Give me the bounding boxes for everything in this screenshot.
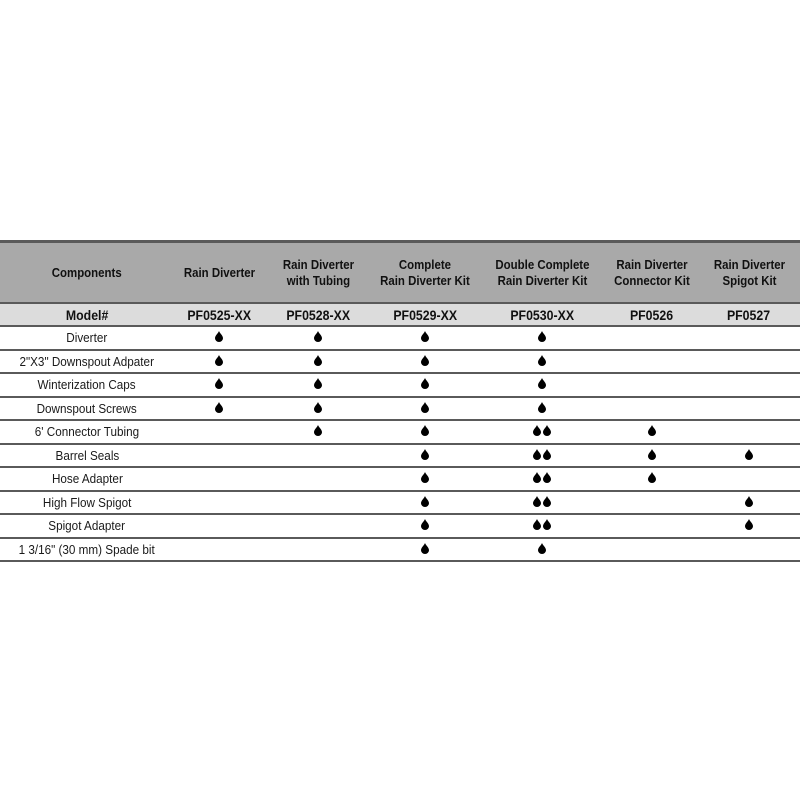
component-name: 2"X3" Downspout Adpater [19,353,155,369]
water-drop-icon [538,402,546,413]
water-drop-icon [421,519,429,530]
inclusion-cell [372,350,478,374]
component-row [0,326,800,350]
inclusion-cell [372,467,478,491]
header-line: Rain Diverter Kit [380,272,470,288]
water-drop-icon [538,355,546,366]
inclusion-marks [420,402,430,413]
column-header-label [495,257,589,289]
inclusion-cell [698,514,800,538]
inclusion-cell [372,538,478,562]
inclusion-cell [372,444,478,468]
inclusion-marks [313,402,323,413]
inclusion-cell [698,467,800,491]
inclusion-cell [174,514,264,538]
inclusion-cell [264,514,372,538]
inclusion-cell [698,538,800,562]
kit-comparison-table [0,240,800,562]
inclusion-marks [214,331,224,342]
water-drop-icon [538,543,546,554]
inclusion-cell [174,350,264,374]
component-row [0,420,800,444]
header-line: Complete [398,256,452,272]
model-number [372,303,478,326]
inclusion-cell [372,420,478,444]
component-name-cell [0,514,174,538]
inclusion-marks [313,425,323,436]
inclusion-cell [478,444,606,468]
inclusion-cell [478,538,606,562]
model-text: Model# [65,306,109,323]
inclusion-cell [606,373,698,397]
inclusion-cell [372,514,478,538]
water-drop-icon [543,425,551,436]
inclusion-marks [420,449,430,460]
water-drop-icon [533,519,541,530]
model-text: PF0528-XX [286,306,350,323]
inclusion-cell [698,326,800,350]
component-name: Hose Adapter [51,471,123,487]
water-drop-icon [533,496,541,507]
inclusion-cell [698,350,800,374]
water-drop-icon [538,331,546,342]
water-drop-icon [543,472,551,483]
column-header-label [282,257,353,289]
inclusion-marks [214,378,224,389]
water-drop-icon [421,355,429,366]
water-drop-icon [421,402,429,413]
component-row [0,397,800,421]
model-number [264,303,372,326]
model-text: PF0525-XX [187,306,251,323]
header-line: with Tubing [286,272,350,288]
inclusion-marks [313,355,323,366]
model-number [698,303,800,326]
header-line: Rain Diverter Kit [497,272,587,288]
water-drop-icon [745,519,753,530]
component-row [0,491,800,515]
water-drop-icon [421,378,429,389]
inclusion-marks [537,402,547,413]
column-header-product [174,242,264,304]
model-text: PF0527 [727,306,771,323]
inclusion-cell [174,373,264,397]
water-drop-icon [215,402,223,413]
column-header-product [698,242,800,304]
water-drop-icon [421,331,429,342]
inclusion-marks [420,519,430,530]
component-row [0,350,800,374]
component-name-cell [0,397,174,421]
inclusion-cell [606,397,698,421]
inclusion-marks [744,519,754,530]
component-row [0,373,800,397]
component-name-cell [0,444,174,468]
water-drop-icon [543,519,551,530]
inclusion-marks [420,496,430,507]
inclusion-cell [264,538,372,562]
component-row [0,514,800,538]
column-header-label [614,257,690,289]
model-text: PF0526 [630,306,674,323]
inclusion-cell [478,491,606,515]
inclusion-marks [744,449,754,460]
inclusion-marks [532,472,552,483]
water-drop-icon [421,449,429,460]
header-line: Components [52,264,122,280]
water-drop-icon [533,425,541,436]
inclusion-marks [532,425,552,436]
water-drop-icon [314,425,322,436]
inclusion-cell [264,420,372,444]
inclusion-marks [313,331,323,342]
model-text: PF0530-XX [510,306,574,323]
component-name: 6' Connector Tubing [34,424,140,440]
water-drop-icon [421,496,429,507]
component-name-cell [0,491,174,515]
component-name-cell [0,467,174,491]
inclusion-cell [606,491,698,515]
water-drop-icon [421,472,429,483]
inclusion-cell [372,326,478,350]
header-line: Rain Diverter [713,256,785,272]
inclusion-cell [372,397,478,421]
inclusion-cell [264,444,372,468]
inclusion-marks [647,472,657,483]
inclusion-cell [174,467,264,491]
column-header-product [478,242,606,304]
inclusion-marks [647,425,657,436]
component-name: High Flow Spigot [42,494,132,510]
water-drop-icon [538,378,546,389]
inclusion-cell [698,420,800,444]
header-line: Connector Kit [614,272,690,288]
inclusion-marks [537,355,547,366]
component-name: 1 3/16" (30 mm) Spade bit [18,541,156,557]
component-name: Spigot Adapter [48,518,126,534]
inclusion-cell [264,467,372,491]
header-row [0,242,800,304]
inclusion-cell [174,420,264,444]
inclusion-cell [264,397,372,421]
component-row [0,538,800,562]
header-line: Rain Diverter [282,256,354,272]
inclusion-marks [313,378,323,389]
component-row [0,467,800,491]
water-drop-icon [533,449,541,460]
inclusion-marks [744,496,754,507]
comparison-table-wrapper [0,240,800,562]
inclusion-marks [532,496,552,507]
model-number [174,303,264,326]
inclusion-marks [647,449,657,460]
column-header-label [713,257,784,289]
inclusion-cell [698,397,800,421]
inclusion-cell [372,373,478,397]
inclusion-cell [698,444,800,468]
inclusion-cell [478,326,606,350]
inclusion-marks [214,355,224,366]
inclusion-cell [606,467,698,491]
inclusion-cell [698,373,800,397]
model-number [478,303,606,326]
water-drop-icon [745,449,753,460]
inclusion-cell [478,420,606,444]
model-number-row [0,303,800,326]
column-header-product [606,242,698,304]
inclusion-cell [478,350,606,374]
water-drop-icon [314,402,322,413]
inclusion-cell [606,420,698,444]
inclusion-marks [420,355,430,366]
inclusion-cell [606,444,698,468]
water-drop-icon [648,449,656,460]
inclusion-cell [372,491,478,515]
inclusion-cell [264,326,372,350]
inclusion-marks [532,449,552,460]
component-name-cell [0,420,174,444]
water-drop-icon [215,331,223,342]
water-drop-icon [421,543,429,554]
component-name-cell [0,326,174,350]
column-header-components [0,242,174,304]
water-drop-icon [648,472,656,483]
inclusion-cell [606,350,698,374]
header-line: Double Complete [494,256,590,272]
inclusion-cell [698,491,800,515]
inclusion-cell [264,373,372,397]
header-line: Rain Diverter [183,264,255,280]
component-name: Barrel Seals [55,447,119,463]
component-name: Winterization Caps [37,377,137,393]
water-drop-icon [745,496,753,507]
header-line: Rain Diverter [616,256,688,272]
inclusion-cell [174,538,264,562]
inclusion-cell [174,444,264,468]
inclusion-cell [478,467,606,491]
column-header-label [380,257,470,289]
model-text: PF0529-XX [393,306,457,323]
inclusion-cell [478,397,606,421]
inclusion-cell [174,491,264,515]
inclusion-marks [420,425,430,436]
inclusion-cell [174,397,264,421]
inclusion-marks [537,331,547,342]
inclusion-marks [420,543,430,554]
component-name: Diverter [66,330,108,346]
inclusion-cell [478,373,606,397]
water-drop-icon [314,355,322,366]
component-name-cell [0,538,174,562]
header-line: Spigot Kit [721,272,777,288]
inclusion-marks [214,402,224,413]
water-drop-icon [543,496,551,507]
inclusion-marks [537,543,547,554]
inclusion-cell [264,350,372,374]
component-name: Downspout Screws [36,400,138,416]
inclusion-cell [264,491,372,515]
component-name-cell [0,350,174,374]
column-header-product [372,242,478,304]
inclusion-marks [420,331,430,342]
inclusion-cell [478,514,606,538]
inclusion-marks [532,519,552,530]
water-drop-icon [314,378,322,389]
water-drop-icon [215,355,223,366]
water-drop-icon [421,425,429,436]
water-drop-icon [314,331,322,342]
water-drop-icon [533,472,541,483]
component-name-cell [0,373,174,397]
water-drop-icon [648,425,656,436]
inclusion-cell [606,514,698,538]
water-drop-icon [215,378,223,389]
inclusion-marks [420,472,430,483]
inclusion-cell [606,326,698,350]
column-header-label [183,265,254,281]
inclusion-cell [174,326,264,350]
model-label [0,303,174,326]
inclusion-cell [606,538,698,562]
component-row [0,444,800,468]
column-header-label [52,265,122,281]
model-number [606,303,698,326]
water-drop-icon [543,449,551,460]
inclusion-marks [420,378,430,389]
column-header-product [264,242,372,304]
inclusion-marks [537,378,547,389]
